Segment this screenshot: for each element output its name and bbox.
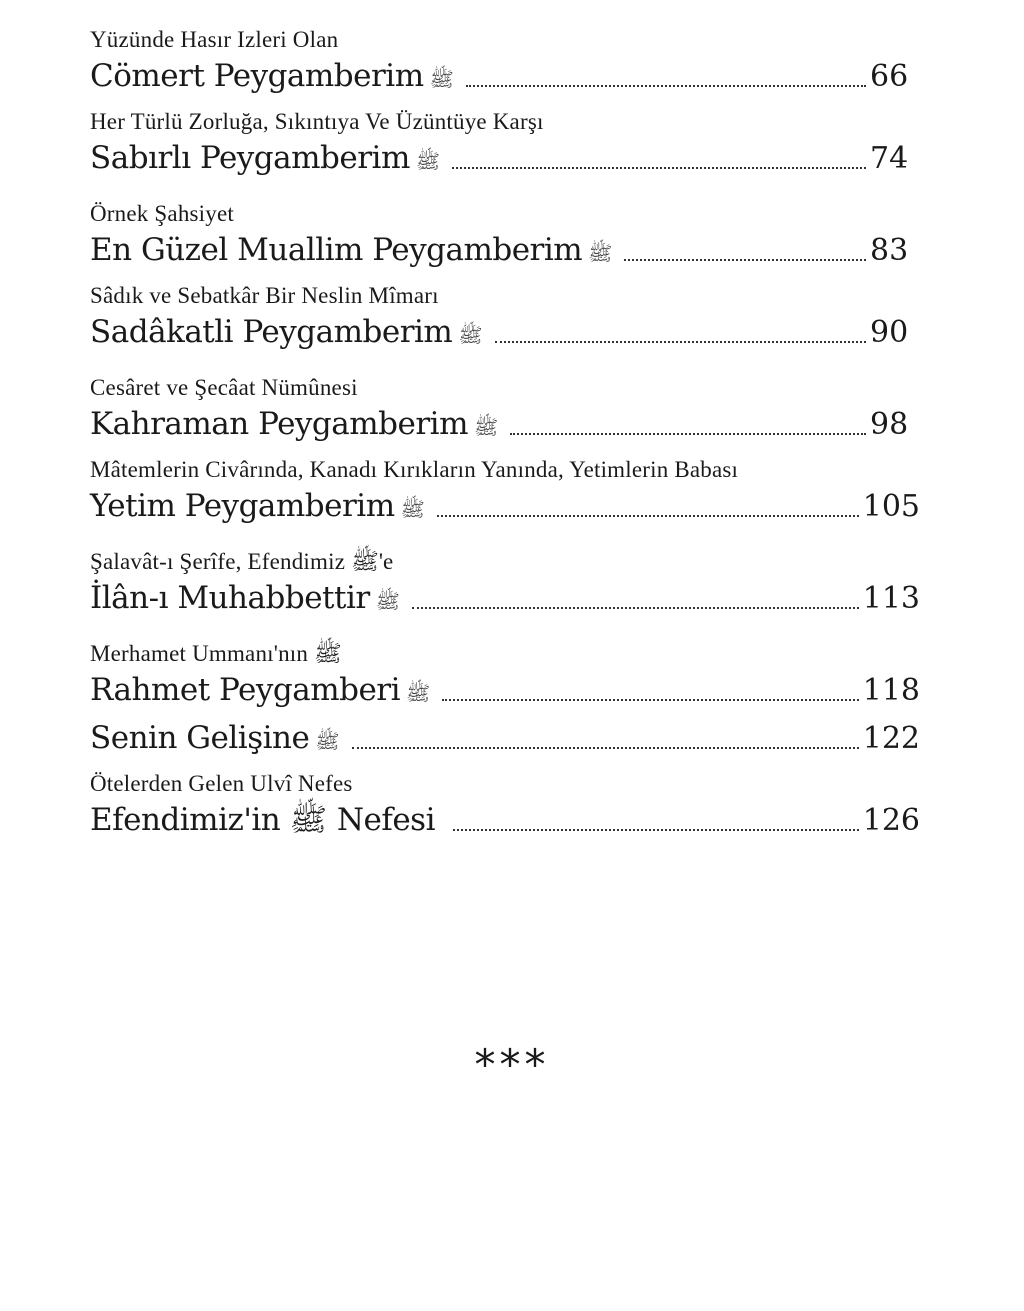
honorific-symbol: ﷺ	[375, 589, 400, 613]
dot-leader	[495, 341, 867, 343]
entry-title: Sadâkatli Peygamberim	[90, 314, 453, 350]
honorific-symbol: ﷺ	[406, 681, 431, 705]
entry-title-row[interactable]	[90, 798, 920, 842]
entry-subtitle: Yüzünde Hasır Izleri Olan	[90, 27, 339, 52]
honorific-symbol: ﷺ	[458, 323, 483, 347]
entry-title-row[interactable]	[90, 668, 920, 712]
page-number: 122	[862, 721, 920, 756]
page-number: 83	[870, 233, 909, 268]
entry-title-row[interactable]	[90, 228, 920, 272]
honorific-symbol: ﷺ	[588, 241, 613, 265]
entry-title: Kahraman Peygamberim	[90, 406, 468, 442]
page-number: 74	[870, 141, 909, 176]
toc-entry	[90, 548, 920, 620]
dot-leader	[453, 829, 859, 831]
toc-entry	[90, 716, 920, 760]
page-number: 98	[870, 407, 909, 442]
dot-leader	[352, 747, 859, 749]
entry-subtitle: Örnek Şahsiyet	[90, 201, 234, 226]
entry-title-row[interactable]	[90, 576, 920, 620]
entry-title: En Güzel Muallim Peygamberim	[90, 232, 583, 268]
toc-entry	[90, 374, 920, 446]
entry-title-row[interactable]	[90, 484, 920, 528]
entry-title: Senin Gelişine	[90, 720, 310, 756]
entry-title-row[interactable]	[90, 136, 920, 180]
entry-title-row[interactable]	[90, 310, 920, 354]
dot-leader	[437, 515, 859, 517]
entry-subtitle: Her Türlü Zorluğa, Sıkıntıya Ve Üzüntüye Karşı	[90, 109, 544, 134]
entry-title: Cömert Peygamberim	[90, 58, 424, 94]
page-number: 105	[862, 489, 920, 524]
entry-title-row[interactable]	[90, 402, 920, 446]
table-of-contents	[90, 26, 920, 842]
entry-title: Sabırlı Peygamberim	[90, 140, 410, 176]
toc-entry	[90, 770, 920, 842]
entry-title: Efendimiz'in ﷺ Nefesi	[90, 802, 435, 838]
dot-leader	[412, 607, 859, 609]
page-number: 118	[862, 673, 920, 708]
dot-leader	[510, 433, 866, 435]
entry-subtitle: Mâtemlerin Civârında, Kanadı Kırıkların Yanında, Yetimlerin Babası	[90, 457, 739, 482]
honorific-symbol: ﷺ	[400, 497, 425, 521]
section-separator: ***	[474, 1040, 550, 1089]
toc-entry	[90, 108, 920, 180]
entry-subtitle: Şalavât-ı Şerîfe, Efendimiz ﷺ'e	[90, 549, 394, 574]
dot-leader	[452, 167, 866, 169]
entry-subtitle: Merhamet Ummanı'nın ﷺ	[90, 641, 342, 666]
toc-entry	[90, 640, 920, 712]
toc-entry	[90, 26, 920, 98]
toc-entry	[90, 456, 920, 528]
dot-leader	[624, 259, 866, 261]
entry-title: Yetim Peygamberim	[90, 488, 395, 524]
entry-title-row[interactable]	[90, 54, 920, 98]
entry-title-row[interactable]	[90, 716, 920, 760]
honorific-symbol: ﷺ	[429, 67, 454, 91]
dot-leader	[466, 85, 866, 87]
page-number: 113	[862, 581, 920, 616]
dot-leader	[442, 699, 859, 701]
entry-subtitle: Sâdık ve Sebatkâr Bir Neslin Mîmarı	[90, 283, 439, 308]
honorific-symbol: ﷺ	[415, 149, 441, 173]
page-number: 126	[862, 803, 920, 838]
entry-subtitle: Ötelerden Gelen Ulvî Nefes	[90, 771, 353, 796]
entry-subtitle: Cesâret ve Şecâat Nümûnesi	[90, 375, 358, 400]
page-number: 90	[870, 315, 909, 350]
honorific-symbol: ﷺ	[315, 729, 340, 753]
entry-title: Rahmet Peygamberi	[90, 672, 401, 708]
honorific-symbol: ﷺ	[473, 415, 499, 439]
toc-entry	[90, 282, 920, 354]
toc-entry	[90, 200, 920, 272]
page-number: 66	[870, 59, 909, 94]
entry-title: İlân-ı Muhabbettir	[90, 580, 370, 616]
